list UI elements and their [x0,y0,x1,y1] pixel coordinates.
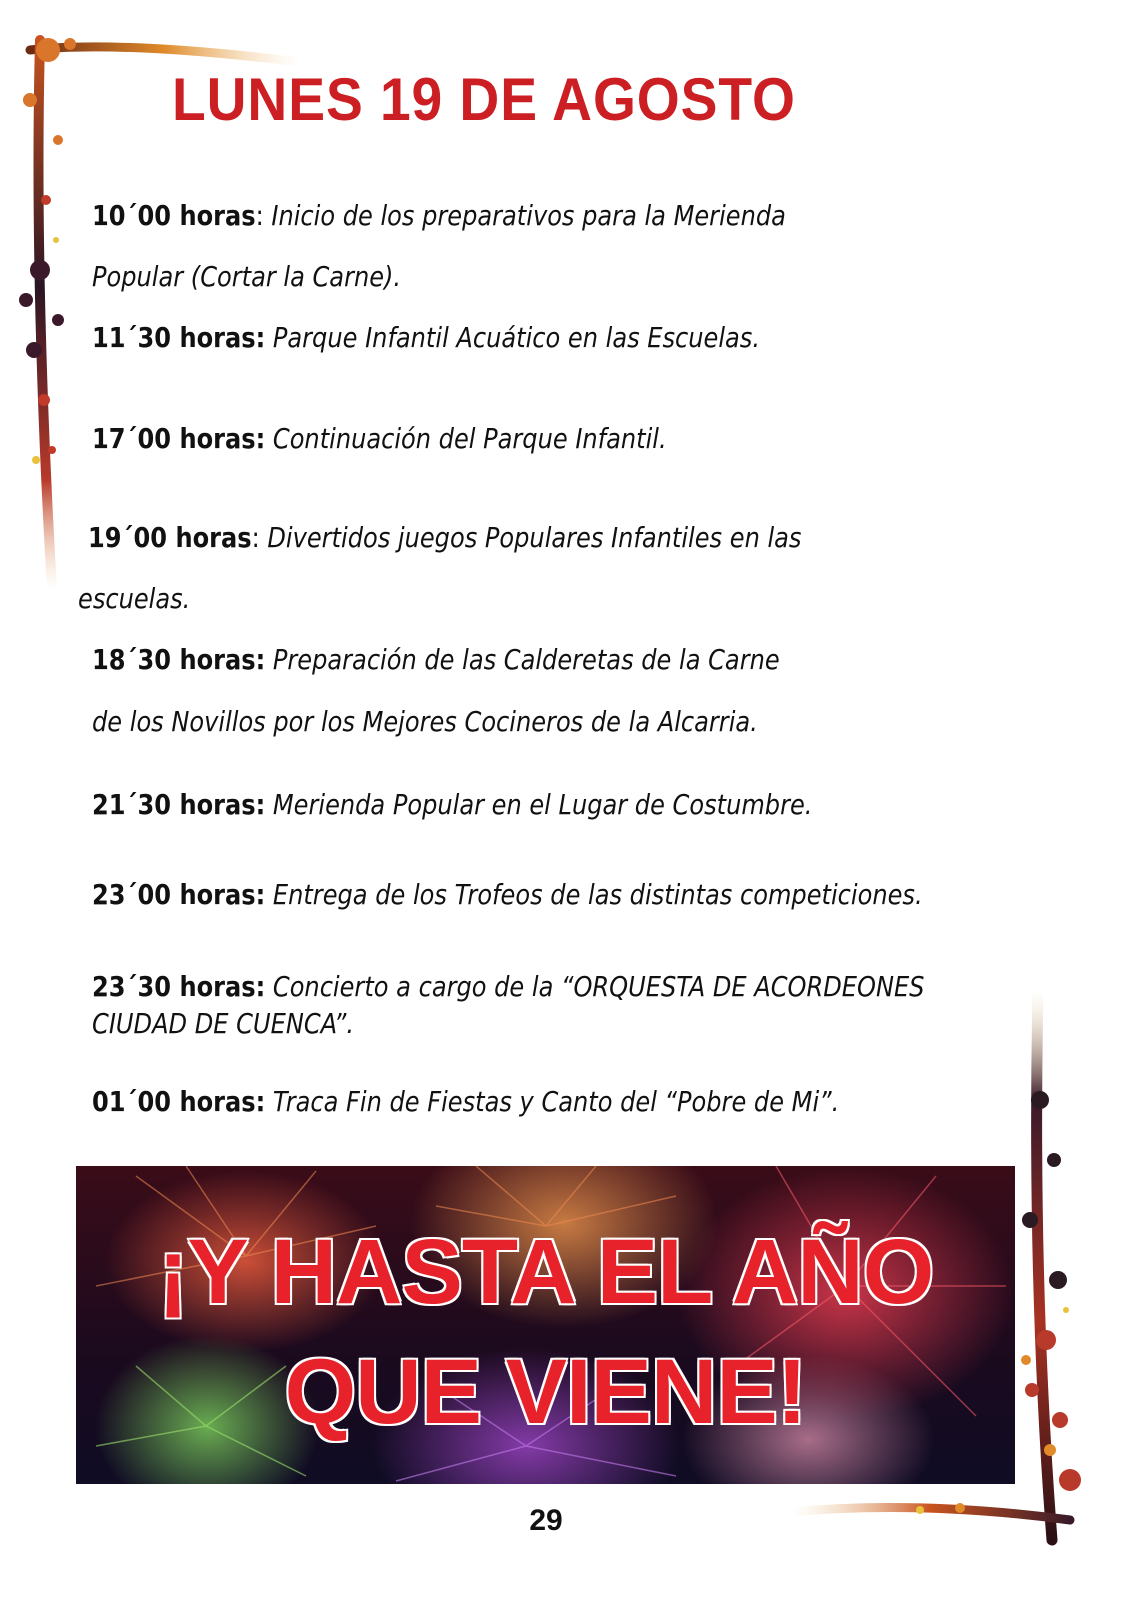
page-number: 29 [529,1504,563,1537]
entry-separator: : [251,521,268,554]
entry-description: Divertidos juegos Populares Infantiles en las [267,521,802,554]
entry-continuation: CIUDAD DE CUENCA”. [92,1007,355,1040]
schedule-entry [92,199,786,232]
schedule-entry [92,1085,840,1118]
entry-description: Concierto a cargo de la “ORQUESTA DE ACORDEONES [272,970,925,1003]
entry-description: Continuación del Parque Infantil. [272,422,667,455]
schedule-entry [92,643,780,676]
entry-time: 23´00 horas: [92,878,266,911]
entry-continuation: escuelas. [78,582,191,615]
entry-continuation: de los Novillos por los Mejores Cocineros de la Alcarria. [92,705,758,738]
page-title: LUNES 19 DE AGOSTO [172,66,796,133]
entry-description: Inicio de los preparativos para la Merienda [271,199,786,232]
entry-time: 19´00 horas [88,521,252,554]
entry-time: 17´00 horas: [92,422,266,455]
schedule-entry [88,521,802,554]
entry-description: Entrega de los Trofeos de las distintas competiciones. [272,878,923,911]
fireworks-banner [76,1166,1015,1484]
entry-continuation: Popular (Cortar la Carne). [92,260,402,293]
entry-description: Traca Fin de Fiestas y Canto del “Pobre de Mi”. [272,1085,840,1118]
entry-time: 01´00 horas: [92,1085,266,1118]
schedule-entry [92,422,667,455]
entry-separator: : [255,199,272,232]
schedule-entry [92,878,923,911]
entry-description: Parque Infantil Acuático en las Escuelas. [272,321,761,354]
schedule-entry [92,321,761,354]
entry-time: 18´30 horas: [92,643,266,676]
entry-time: 11´30 horas: [92,321,266,354]
entry-description: Merienda Popular en el Lugar de Costumbre. [272,788,813,821]
entry-time: 10´00 horas [92,199,256,232]
entry-description: Preparación de las Calderetas de la Carne [272,643,780,676]
banner-line-2: QUE VIENE! [284,1341,807,1443]
banner-line-1: ¡Y HASTA EL AÑO [157,1221,934,1323]
entry-time: 23´30 horas: [92,970,266,1003]
entry-time: 21´30 horas: [92,788,266,821]
schedule-entry [92,970,925,1003]
schedule-entry [92,788,813,821]
